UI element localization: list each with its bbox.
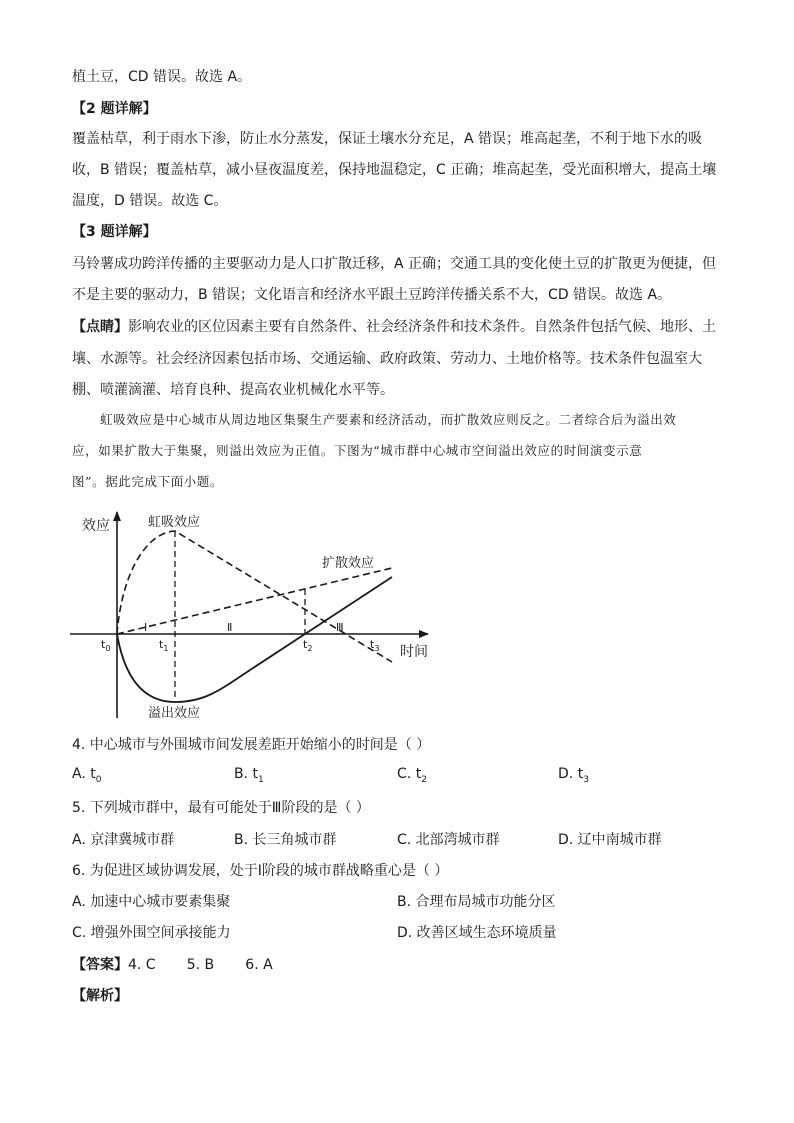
tick-label-t1: $t_1$ bbox=[159, 638, 169, 653]
paragraph-line: 覆盖枯草，利于雨水下渗，防止水分蒸发，保证土壤水分充足，A 错误；堆高起垄，不利于地下水的吸 bbox=[72, 131, 703, 147]
question-5-stem: 5. 下列城市群中，最有可能处于Ⅲ阶段的是（ ） bbox=[72, 800, 370, 816]
q4-option-b[interactable]: B. $t_1$ bbox=[234, 766, 264, 785]
paragraph-line: 不是主要的驱动力，B 错误；文化语言和经济水平跟土豆跨洋传播关系不大，CD 错误。故选 A。 bbox=[72, 287, 672, 303]
analysis-header: 【解析】 bbox=[72, 988, 128, 1004]
dianjing-line bbox=[72, 316, 716, 336]
q5-option-c[interactable]: C. 北部湾城市群 bbox=[397, 832, 500, 848]
paragraph-line: 温度，D 错误。故选 C。 bbox=[72, 193, 228, 209]
q6-option-c[interactable]: C. 增强外围空间承接能力 bbox=[72, 925, 231, 941]
series-label-diffusion: 扩散效应 bbox=[322, 556, 375, 571]
q6-option-a[interactable]: A. 加速中心城市要素集聚 bbox=[72, 894, 231, 910]
q3-detail-header: 【3 题详解】 bbox=[72, 224, 157, 240]
tick-label-t3: $t_3$ bbox=[370, 638, 380, 653]
dianjing-label: 【点睛】 bbox=[72, 319, 128, 335]
tick-label-t0: $t_0$ bbox=[101, 638, 111, 653]
tick-label-t2: $t_2$ bbox=[303, 638, 313, 653]
q5-option-b[interactable]: B. 长三角城市群 bbox=[234, 832, 337, 848]
q4-option-d[interactable]: D. $t_3$ bbox=[558, 766, 589, 785]
q4-option-c[interactable]: C. $t_2$ bbox=[397, 766, 427, 785]
paragraph-line: 马铃薯成功跨洋传播的主要驱动力是人口扩散迁移，A 正确；交通工具的变化使土豆的扩散更为便捷，但 bbox=[72, 256, 717, 272]
q4-option-a[interactable]: A. $t_0$ bbox=[72, 766, 102, 785]
question-6-stem: 6. 为促进区域协调发展，处于Ⅰ阶段的城市群战略重心是（ ） bbox=[72, 863, 449, 879]
q5-option-a[interactable]: A. 京津冀城市群 bbox=[72, 832, 175, 848]
series-label-spillover: 溢出效应 bbox=[148, 706, 201, 721]
x-axis-label: 时间 bbox=[400, 644, 428, 660]
paragraph-line: 收，B 错误；覆盖枯草，减小昼夜温度差，保持地温稳定，C 正确；堆高起垄，受光面积增大，提高土壤 bbox=[72, 162, 717, 178]
diffusion-effect-line bbox=[117, 568, 392, 634]
effect-chart bbox=[70, 500, 440, 725]
q6-option-b[interactable]: B. 合理布局城市功能分区 bbox=[397, 894, 556, 910]
answer-text: 4. C 5. B 6. A bbox=[128, 957, 273, 973]
intro-line: 虹吸效应是中心城市从周边地区集聚生产要素和经济活动，而扩散效应则反之。二者综合后为溢出效 bbox=[100, 412, 677, 427]
answer-line bbox=[72, 954, 273, 974]
intro-line: 图”。据此完成下面小题。 bbox=[72, 474, 224, 489]
paragraph-line: 棚、喷灌滴灌、培育良种、提高农业机械化水平等。 bbox=[72, 382, 394, 398]
dianjing-text: 影响农业的区位因素主要有自然条件、社会经济条件和技术条件。自然条件包括气候、地形、土 bbox=[128, 319, 716, 335]
y-axis-label: 效应 bbox=[82, 518, 110, 534]
q2-detail-header: 【2 题详解】 bbox=[72, 101, 157, 117]
q5-option-d[interactable]: D. 辽中南城市群 bbox=[558, 832, 662, 848]
intro-line: 应，如果扩散大于集聚，则溢出效应为正值。下图为“城市群中心城市空间溢出效应的时间演变示意 bbox=[72, 443, 643, 458]
stage-label: Ⅲ bbox=[336, 621, 344, 634]
stage-label: Ⅱ bbox=[227, 621, 233, 634]
series-label-siphon: 虹吸效应 bbox=[148, 515, 201, 530]
stage-label: Ⅰ bbox=[144, 621, 148, 634]
paragraph-line: 植土豆，CD 错误。故选 A。 bbox=[72, 69, 252, 85]
paragraph-line: 壤、水源等。社会经济因素包括市场、交通运输、政府政策、劳动力、土地价格等。技术条件包温室大 bbox=[72, 351, 702, 367]
answer-label: 【答案】 bbox=[72, 957, 128, 973]
question-4-stem: 4. 中心城市与外围城市间发展差距开始缩小的时间是（ ） bbox=[72, 737, 431, 753]
q6-option-d[interactable]: D. 改善区域生态环境质量 bbox=[397, 925, 557, 941]
